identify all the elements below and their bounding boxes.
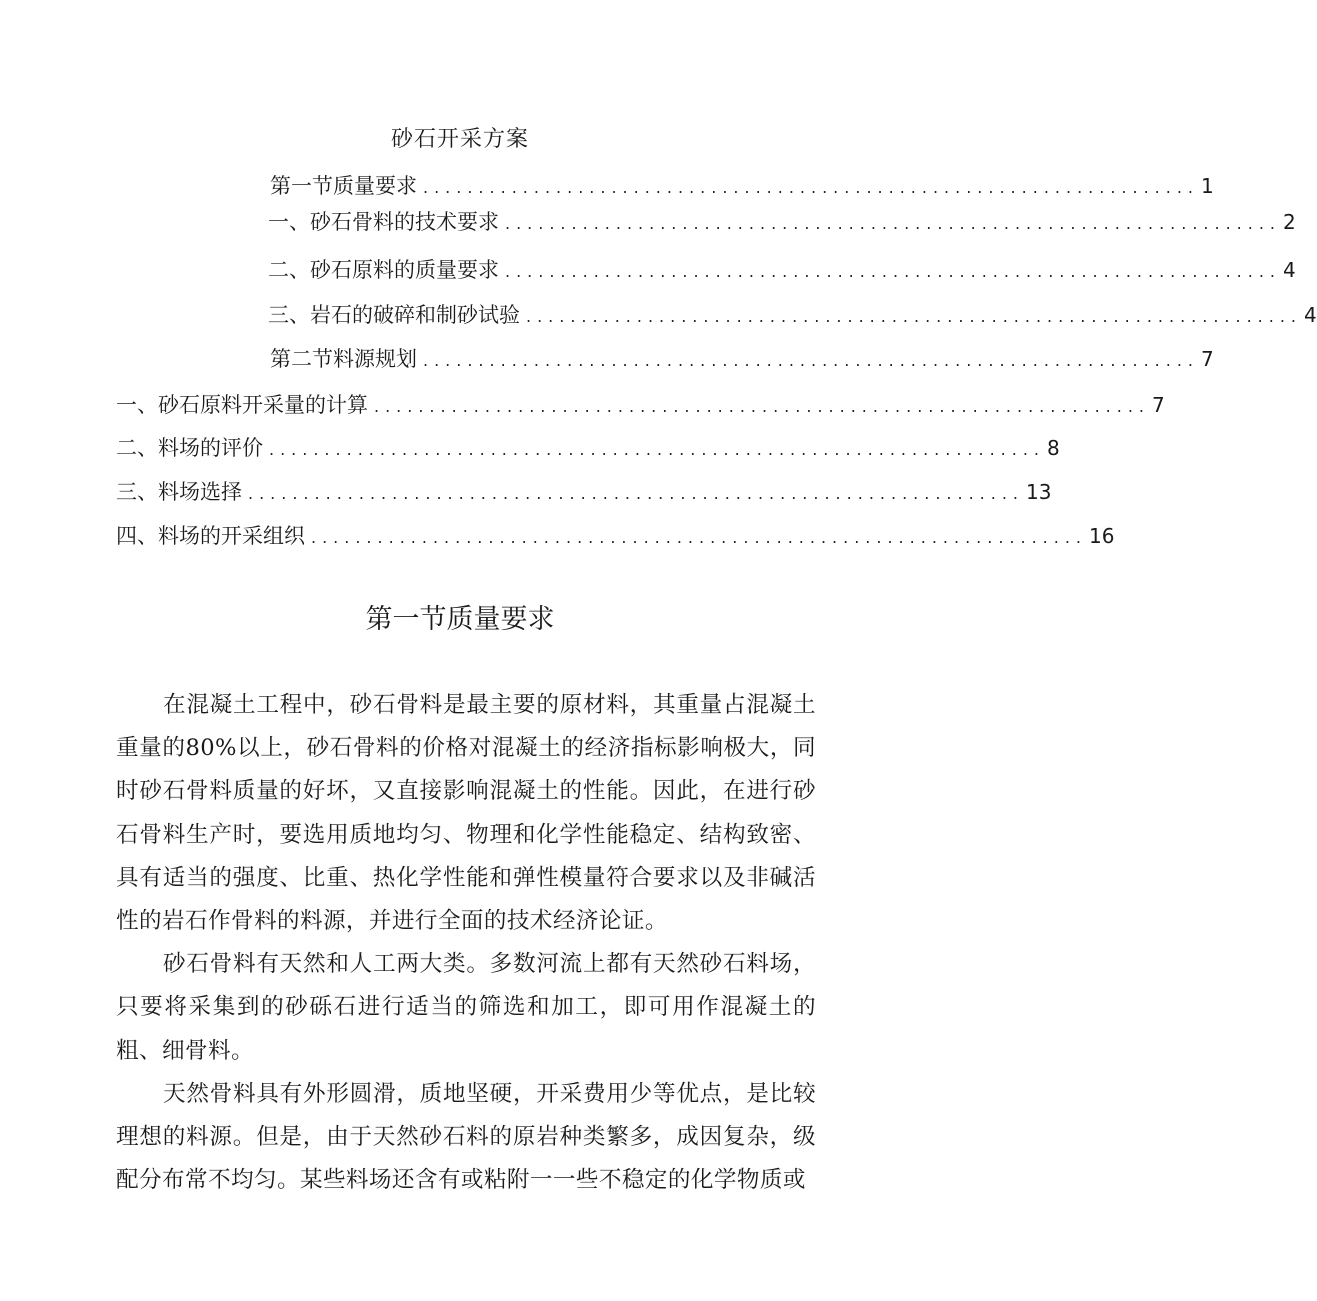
- toc-entry-text: 第一节质量要求: [270, 174, 417, 198]
- toc-entry[interactable]: [268, 252, 1296, 288]
- toc-entry-text: 第二节料源规划: [270, 347, 417, 371]
- toc-entry[interactable]: [270, 341, 1214, 377]
- toc-entry[interactable]: [268, 297, 1317, 333]
- toc-entry[interactable]: [116, 430, 1060, 466]
- toc-entry-text: 二、砂石原料的质量要求: [268, 258, 499, 282]
- toc-entry-text: 四、料场的开采组织: [116, 524, 305, 548]
- document-title: 砂石开采方案: [390, 127, 529, 152]
- toc-page-number: 13: [1026, 480, 1052, 504]
- toc-page-number: 8: [1047, 436, 1060, 460]
- toc-entry-text: 三、料场选择: [116, 480, 242, 504]
- toc-entry[interactable]: [268, 204, 1296, 240]
- toc-entry-text: 三、岩石的破碎和制砂试验: [268, 303, 520, 327]
- toc-leader-dots: ......................................................................: [374, 397, 1151, 416]
- paragraph: 砂石骨料有天然和人工两大类。多数河流上都有天然砂石料场，只要将采集到的砂砾石进行适当的筛选和加工，即可用作混凝土的粗、细骨料。: [116, 951, 816, 1064]
- toc-entry[interactable]: [116, 518, 1115, 554]
- toc-entry[interactable]: [116, 474, 1052, 510]
- toc-page-number: 2: [1283, 210, 1296, 234]
- toc-entry-text: 一、砂石原料开采量的计算: [116, 393, 368, 417]
- toc-entry[interactable]: [270, 168, 1214, 204]
- toc-leader-dots: ......................................................................: [423, 351, 1200, 370]
- section-heading: 第一节质量要求: [365, 604, 555, 635]
- paragraph: 天然骨料具有外形圆滑，质地坚硬，开采费用少等优点，是比较理想的料源。但是，由于天然砂石料的原岩种类繁多，成因复杂，级配分布常不均匀。某些料场还含有或粘附一一些不稳定的化学物质或: [116, 1080, 816, 1194]
- toc-page-number: 7: [1152, 393, 1165, 417]
- toc-entry-text: 一、砂石骨料的技术要求: [268, 210, 499, 234]
- paragraph: 在混凝土工程中，砂石骨料是最主要的原材料，其重量占混凝土重量的80%以上，砂石骨料的价格对混凝土的经济指标影响极大，同时砂石骨料质量的好坏，又直接影响混凝土的性能。因此，在进行砂石骨料生产时，要选用质地均匀、物理和化学性能稳定、结构致密、具有适当的强度、比重、热化学性能和弹性模量符合要求以及非碱活性的岩石作骨料的料源，并进行全面的技术经济论证。: [116, 692, 816, 935]
- toc-page-number: 7: [1201, 347, 1214, 371]
- toc-page-number: 4: [1283, 258, 1296, 282]
- toc-entry-text: 二、料场的评价: [116, 436, 263, 460]
- toc-leader-dots: ......................................................................: [505, 262, 1282, 281]
- toc-leader-dots: ......................................................................: [311, 528, 1088, 547]
- toc-page-number: 4: [1304, 303, 1317, 327]
- toc-leader-dots: ......................................................................: [526, 307, 1303, 326]
- toc-page-number: 16: [1089, 524, 1115, 548]
- toc-page-number: 1: [1201, 174, 1214, 198]
- toc-entry[interactable]: [116, 387, 1165, 423]
- toc-leader-dots: ......................................................................: [248, 484, 1025, 503]
- toc-leader-dots: ......................................................................: [423, 178, 1200, 197]
- body-text: [116, 684, 816, 1202]
- toc-leader-dots: ......................................................................: [269, 440, 1046, 459]
- toc-leader-dots: ......................................................................: [505, 214, 1282, 233]
